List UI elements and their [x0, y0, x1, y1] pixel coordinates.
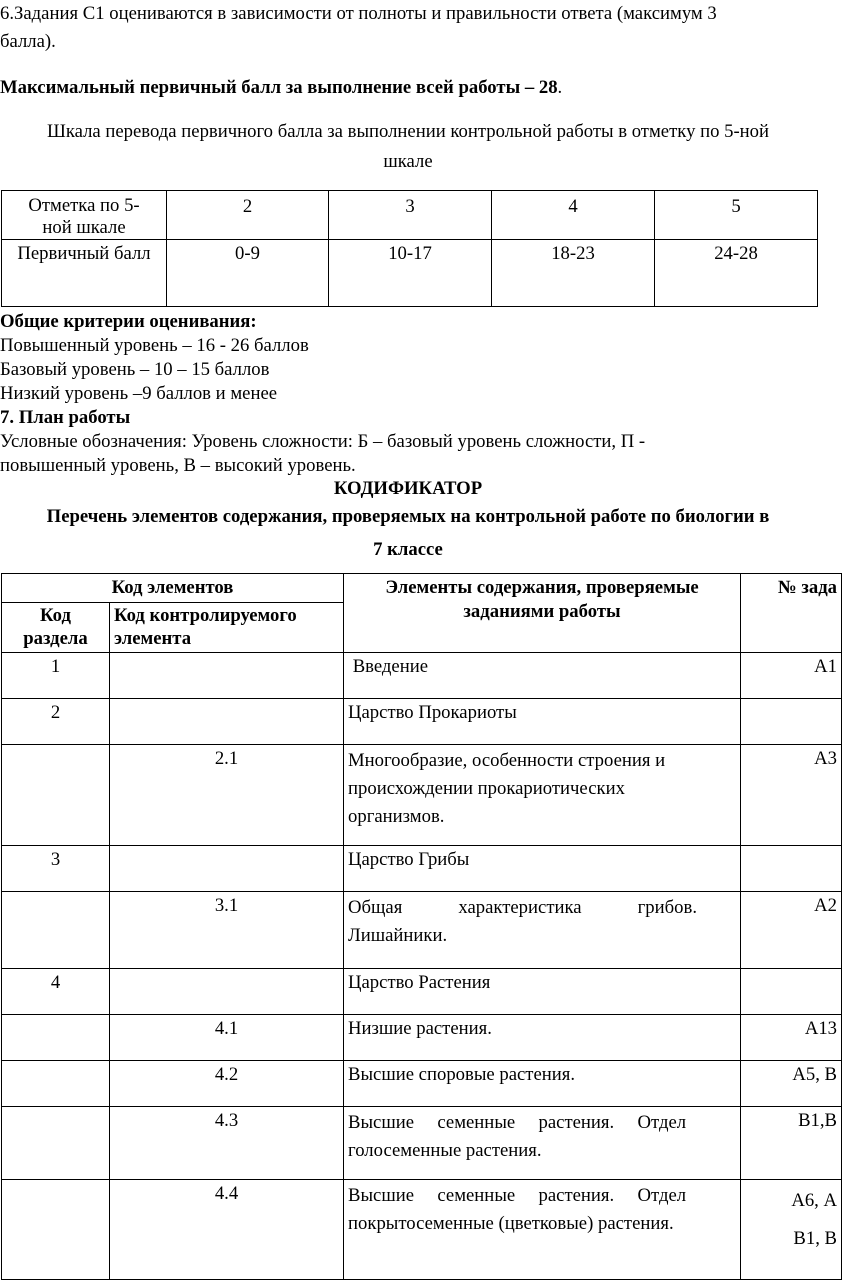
content-cell: Высшие споровые растения.: [344, 1061, 741, 1107]
grade-cell: 2: [167, 191, 329, 240]
table-row: 4.4 Высшие семенные растения. Отдел покрытосеменные (цветковые) растения. А6, А В1, В: [2, 1180, 842, 1280]
grade-cell: 5: [655, 191, 818, 240]
header-content-cell: Элементы содержания, проверяемые заданиями работы: [344, 574, 741, 653]
plan-line: повышенный уровень, В – высокий уровень.: [0, 455, 356, 476]
intro-line: 6.Задания С1 оцениваются в зависимости от полноты и правильности ответа (максимум 3: [0, 3, 717, 24]
plan-title: 7. План работы: [0, 407, 131, 428]
criteria-title: Общие критерии оценивания:: [0, 311, 257, 332]
max-score-text: Максимальный первичный балл за выполнение всей работы – 28: [0, 77, 558, 98]
codifier-subtitle: Перечень элементов содержания, проверяемых на контрольной работе по биологии в: [46, 506, 770, 528]
table-row: 4.3 Высшие семенные растения. Отдел голосеменные растения. В1,В: [2, 1107, 842, 1180]
header-group-cell: Код элементов: [2, 574, 344, 603]
criteria-item: Базовый уровень – 10 – 15 баллов: [0, 359, 270, 380]
content-cell: Введение: [344, 653, 741, 699]
content-cell: Царство Прокариоты: [344, 699, 741, 745]
task-cell: А6, А В1, В: [741, 1180, 842, 1280]
criteria-item: Повышенный уровень – 16 - 26 баллов: [0, 335, 309, 356]
row-label-cell: Первичный балл: [2, 240, 167, 307]
max-score-line: Максимальный первичный балл за выполнение всей работы – 28.: [0, 77, 563, 98]
table-row: [2, 240, 818, 307]
table-row: [2, 574, 842, 603]
content-cell: Высшие семенные растения. Отдел голосеменные растения.: [344, 1107, 741, 1180]
content-cell: Царство Растения: [344, 969, 741, 1015]
criteria-item: Низкий уровень –9 баллов и менее: [0, 383, 278, 404]
table-row: 4 Царство Растения: [2, 969, 842, 1015]
grade-cell: 4: [492, 191, 655, 240]
grade-cell: 3: [329, 191, 492, 240]
content-cell: Общая характеристика грибов. Лишайники.: [344, 892, 741, 969]
intro-block: [0, 2, 816, 55]
range-cell: 0-9: [167, 240, 329, 307]
range-cell: 10-17: [329, 240, 492, 307]
table-row: 2 Царство Прокариоты: [2, 699, 842, 745]
scale-title: Шкала перевода первичного балла за выполнении контрольной работы в отметку по 5-ной шкале: [46, 121, 770, 173]
header-task-cell: № зада: [741, 574, 842, 653]
codifier-subtitle: 7 классе: [373, 538, 443, 560]
scale-table: [1, 190, 818, 307]
header-section-cell: Код раздела: [2, 603, 110, 653]
range-cell: 18-23: [492, 240, 655, 307]
table-row: [2, 191, 818, 240]
codifier-table: [1, 573, 842, 1280]
table-row: 1 Введение А1: [2, 653, 842, 699]
content-cell: Низшие растения.: [344, 1015, 741, 1061]
content-cell: Царство Грибы: [344, 846, 741, 892]
table-row: 4.2 Высшие споровые растения. А5, В: [2, 1061, 842, 1107]
criteria-block: [0, 310, 816, 478]
table-row: 2.1 Многообразие, особенности строения и происхождении прокариотических организмов. А3: [2, 745, 842, 846]
codifier-title: КОДИФИКАТОР: [333, 478, 483, 499]
table-row: 3.1 Общая характеристика грибов. Лишайники. А2: [2, 892, 842, 969]
content-cell: Многообразие, особенности строения и происхождении прокариотических организмов.: [344, 745, 741, 846]
plan-line: Условные обозначения: Уровень сложности: Б – базовый уровень сложности, П -: [0, 431, 646, 452]
codifier-heading: [0, 477, 816, 562]
header-element-cell: Код контролируемого элемента: [110, 603, 344, 653]
table-row: 3 Царство Грибы: [2, 846, 842, 892]
range-cell: 24-28: [655, 240, 818, 307]
scale-header-cell: Отметка по 5- ной шкале: [2, 191, 167, 240]
table-row: 4.1 Низшие растения. А13: [2, 1015, 842, 1061]
content-cell: Высшие семенные растения. Отдел покрытосеменные (цветковые) растения.: [344, 1180, 741, 1280]
intro-line: балла).: [0, 31, 56, 53]
